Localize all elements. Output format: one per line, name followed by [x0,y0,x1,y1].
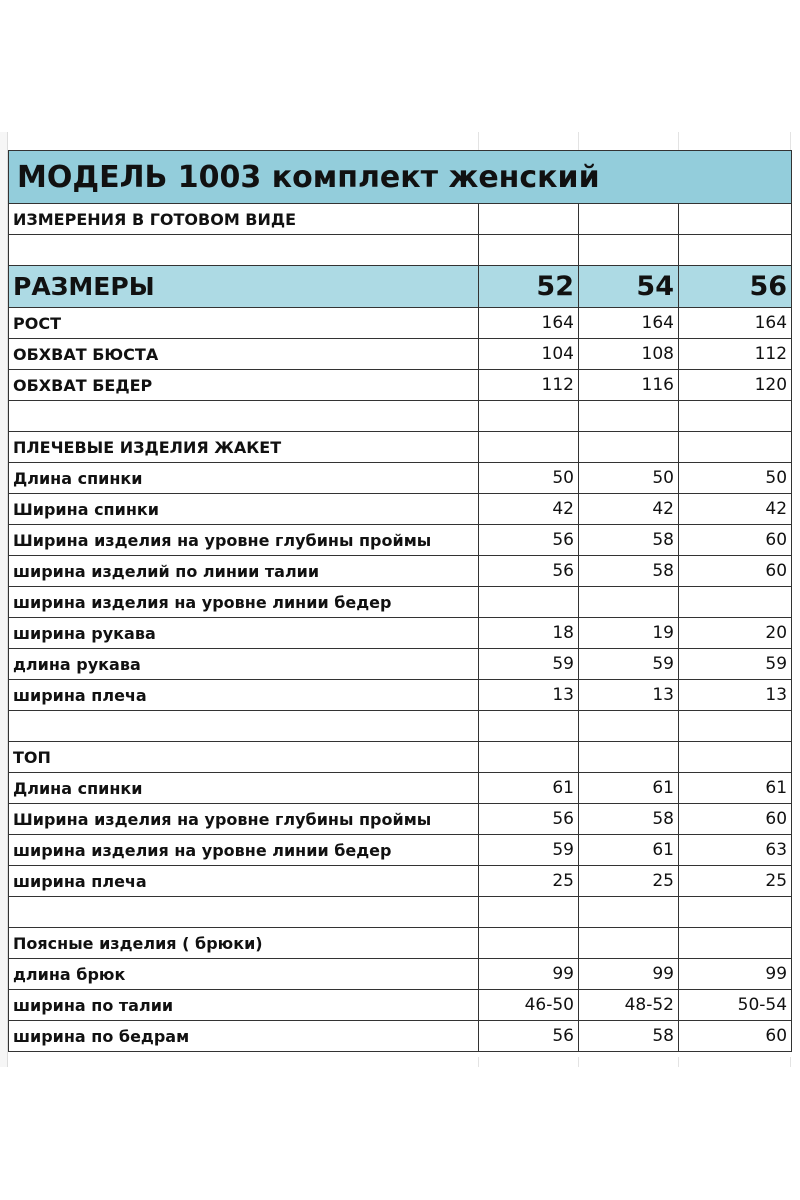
measurement-value-size-54[interactable]: 58 [579,804,679,835]
table-row [9,835,792,866]
measurement-label[interactable]: ширина изделия на уровне линии бедер [9,835,479,866]
measurement-value-size-52[interactable]: 99 [479,959,579,990]
table-row [9,339,792,370]
measurement-value-size-56[interactable]: 61 [679,773,792,804]
table-row [9,587,792,618]
measurement-value-size-52[interactable]: 56 [479,804,579,835]
size-56[interactable]: 56 [679,266,792,308]
measurement-value-size-54[interactable]: 58 [579,1021,679,1052]
measurement-value-size-54[interactable]: 58 [579,525,679,556]
measurement-value-size-54[interactable]: 61 [579,835,679,866]
measurement-value-size-52[interactable]: 18 [479,618,579,649]
measurement-label[interactable]: ширина изделий по линии талии [9,556,479,587]
table-row [9,494,792,525]
table-row [9,990,792,1021]
measurement-value-size-54[interactable] [579,711,679,742]
measurement-value-size-52[interactable]: 59 [479,649,579,680]
measurement-label[interactable]: ТОП [9,742,479,773]
empty-cell[interactable] [479,204,579,235]
size-52[interactable]: 52 [479,266,579,308]
measurement-label[interactable]: ОБХВАТ БЮСТА [9,339,479,370]
measurement-label[interactable]: Длина спинки [9,773,479,804]
measurement-value-size-56[interactable] [679,711,792,742]
measurement-value-size-52[interactable]: 112 [479,370,579,401]
measurement-value-size-52[interactable]: 56 [479,556,579,587]
table-row [9,308,792,339]
row-header-gutter [0,132,8,1067]
empty-cell[interactable] [679,204,792,235]
empty-row [9,711,792,742]
size-54[interactable]: 54 [579,266,679,308]
empty-cell[interactable] [9,235,479,266]
measurement-value-size-56[interactable]: 13 [679,680,792,711]
measurement-value-size-52[interactable]: 164 [479,308,579,339]
table-row [9,866,792,897]
measurement-value-size-52[interactable]: 56 [479,525,579,556]
measurement-label[interactable]: ширина изделия на уровне линии бедер [9,587,479,618]
measurement-value-size-56[interactable]: 99 [679,959,792,990]
measurement-label[interactable]: ПЛЕЧЕВЫЕ ИЗДЕЛИЯ ЖАКЕТ [9,432,479,463]
table-row [9,742,792,773]
sizes-label[interactable]: РАЗМЕРЫ [9,266,479,308]
measurement-value-size-52[interactable]: 59 [479,835,579,866]
measurement-value-size-54[interactable]: 61 [579,773,679,804]
measurement-value-size-54[interactable]: 48-52 [579,990,679,1021]
measurement-label[interactable] [9,897,479,928]
measurement-value-size-56[interactable]: 60 [679,525,792,556]
measurement-value-size-54[interactable]: 99 [579,959,679,990]
sizes-header-row [9,266,792,308]
measurement-value-size-54[interactable]: 116 [579,370,679,401]
measurement-value-size-52[interactable]: 13 [479,680,579,711]
measurement-label[interactable]: ОБХВАТ БЕДЕР [9,370,479,401]
table-row [9,618,792,649]
subtitle-cell[interactable]: ИЗМЕРЕНИЯ В ГОТОВОМ ВИДЕ [9,204,479,235]
subtitle-row [9,204,792,235]
table-row [9,680,792,711]
table-row [9,432,792,463]
grid-line [678,1057,679,1067]
measurement-value-size-52[interactable]: 42 [479,494,579,525]
grid-line [790,132,791,150]
table-row [9,463,792,494]
measurement-value-size-56[interactable]: 50-54 [679,990,792,1021]
measurement-value-size-52[interactable] [479,711,579,742]
measurement-value-size-56[interactable]: 50 [679,463,792,494]
measurement-value-size-56[interactable]: 42 [679,494,792,525]
table-row [9,928,792,959]
table-row [9,773,792,804]
measurement-label[interactable] [9,401,479,432]
measurement-label[interactable]: длина рукава [9,649,479,680]
empty-cell[interactable] [679,235,792,266]
measurement-value-size-56[interactable] [679,897,792,928]
measurement-value-size-52[interactable] [479,587,579,618]
measurement-value-size-52[interactable]: 46-50 [479,990,579,1021]
measurement-value-size-56[interactable]: 25 [679,866,792,897]
measurement-value-size-54[interactable]: 108 [579,339,679,370]
measurement-value-size-56[interactable] [679,742,792,773]
measurement-value-size-56[interactable]: 59 [679,649,792,680]
measurement-label[interactable]: Поясные изделия ( брюки) [9,928,479,959]
measurement-value-size-54[interactable] [579,587,679,618]
empty-cell[interactable] [479,235,579,266]
model-title[interactable]: МОДЕЛЬ 1003 комплект женский [9,151,792,204]
measurement-value-size-54[interactable]: 25 [579,866,679,897]
measurement-value-size-52[interactable] [479,401,579,432]
measurement-value-size-54[interactable] [579,928,679,959]
measurement-value-size-52[interactable] [479,897,579,928]
measurement-label[interactable] [9,711,479,742]
empty-cell[interactable] [579,235,679,266]
measurement-label[interactable]: ширина по талии [9,990,479,1021]
measurement-value-size-54[interactable] [579,742,679,773]
measurement-value-size-56[interactable] [679,928,792,959]
measurement-value-size-52[interactable]: 50 [479,463,579,494]
measurement-label[interactable]: Ширина изделия на уровне глубины проймы [9,525,479,556]
empty-row [9,401,792,432]
measurement-label[interactable]: длина брюк [9,959,479,990]
measurement-label[interactable]: ширина по бедрам [9,1021,479,1052]
table-row [9,804,792,835]
measurement-value-size-52[interactable]: 56 [479,1021,579,1052]
measurement-value-size-56[interactable]: 60 [679,556,792,587]
measurement-label[interactable]: Ширина изделия на уровне глубины проймы [9,804,479,835]
table-row [9,959,792,990]
measurement-value-size-54[interactable] [579,897,679,928]
measurement-value-size-56[interactable]: 120 [679,370,792,401]
title-row [9,151,792,204]
measurement-value-size-56[interactable]: 63 [679,835,792,866]
measurement-label[interactable]: РОСТ [9,308,479,339]
measurement-value-size-54[interactable]: 58 [579,556,679,587]
table-row [9,1021,792,1052]
measurement-label[interactable]: ширина рукава [9,618,479,649]
measurement-value-size-52[interactable] [479,928,579,959]
measurement-value-size-54[interactable]: 50 [579,463,679,494]
measurement-value-size-52[interactable] [479,432,579,463]
grid-line [578,132,579,150]
measurement-value-size-52[interactable]: 25 [479,866,579,897]
measurement-value-size-54[interactable]: 19 [579,618,679,649]
measurement-value-size-52[interactable]: 61 [479,773,579,804]
size-chart-table [8,150,792,1052]
table-row [9,525,792,556]
empty-cell[interactable] [579,204,679,235]
measurement-label[interactable]: Длина спинки [9,463,479,494]
measurement-label[interactable]: ширина плеча [9,866,479,897]
grid-line [678,132,679,150]
measurement-value-size-54[interactable]: 42 [579,494,679,525]
measurement-value-size-56[interactable]: 20 [679,618,792,649]
grid-line [578,1057,579,1067]
table-row [9,649,792,680]
measurement-value-size-56[interactable] [679,432,792,463]
measurement-value-size-56[interactable]: 164 [679,308,792,339]
measurement-value-size-56[interactable]: 60 [679,1021,792,1052]
table-row [9,556,792,587]
grid-line [790,1057,791,1067]
grid-line [478,132,479,150]
measurement-value-size-54[interactable]: 164 [579,308,679,339]
measurement-value-size-56[interactable]: 60 [679,804,792,835]
measurement-value-size-56[interactable] [679,401,792,432]
empty-row [9,897,792,928]
measurement-label[interactable]: ширина плеча [9,680,479,711]
measurement-value-size-52[interactable]: 104 [479,339,579,370]
measurement-value-size-56[interactable] [679,587,792,618]
measurement-label[interactable]: Ширина спинки [9,494,479,525]
measurement-value-size-54[interactable] [579,432,679,463]
table-row [9,370,792,401]
grid-line [478,1057,479,1067]
measurement-value-size-54[interactable] [579,401,679,432]
measurement-value-size-56[interactable]: 112 [679,339,792,370]
measurement-value-size-54[interactable]: 13 [579,680,679,711]
measurement-value-size-54[interactable]: 59 [579,649,679,680]
empty-row [9,235,792,266]
measurement-value-size-52[interactable] [479,742,579,773]
